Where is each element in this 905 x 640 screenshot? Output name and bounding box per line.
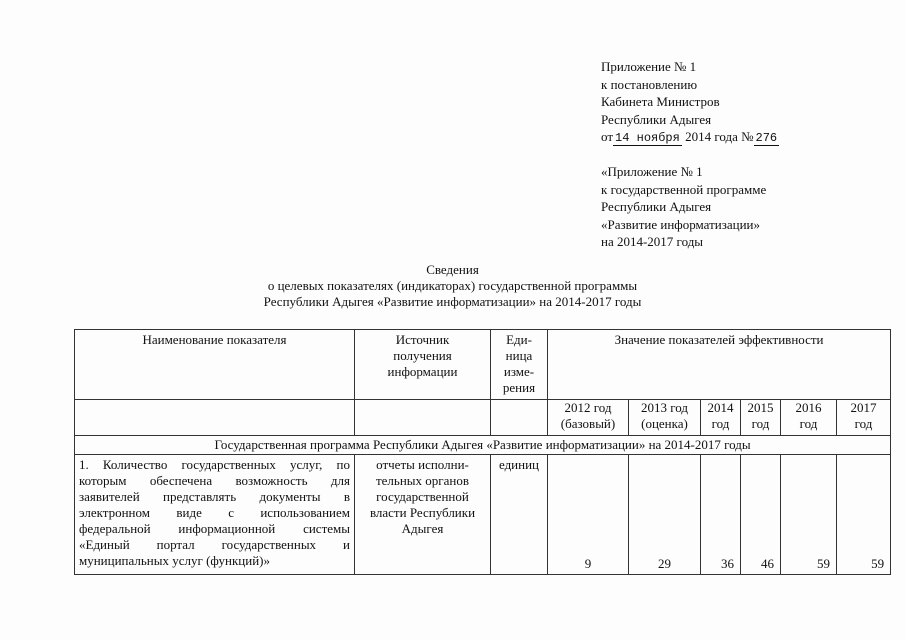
indicator-unit: единиц (491, 455, 548, 575)
header-row (75, 330, 891, 400)
program-row (75, 436, 891, 455)
appendix-1-date-line (601, 128, 779, 148)
header-unit-line: изме- (503, 364, 535, 379)
value-2017: 59 (837, 455, 891, 575)
appendix-2-block (601, 163, 766, 251)
header-values: Значение показателей эффективности (548, 330, 891, 400)
appendix-1-line: Республики Адыгея (601, 111, 712, 127)
year-cell (701, 400, 741, 436)
indicator-name: 1. Количество государственных услуг, по которым обеспечена возможность для заявителей представлять документы в электронном виде с использованием федеральной информационной системы «Единый портал государственных и муниципальных услуг (функций)» (75, 455, 355, 575)
source-line: власти Республики (369, 505, 476, 520)
empty-cell (491, 400, 548, 436)
table-row (75, 455, 891, 575)
year-label: 2014 (707, 400, 734, 415)
appendix-1-line: Приложение № 1 (601, 59, 697, 74)
value-2015: 46 (741, 455, 781, 575)
year-label: 2013 год (641, 400, 688, 415)
appendix-2-line: «Приложение № 1 (601, 164, 703, 179)
source-line: Адыгея (401, 521, 444, 536)
header-unit-line: Еди- (506, 332, 532, 347)
year-note: год (799, 416, 818, 431)
appendix-2-line: на 2014-2017 годы (601, 234, 704, 249)
date-prefix: от (601, 129, 614, 144)
appendix-1-line: к постановлению (601, 76, 698, 92)
year-label: 2015 (747, 400, 774, 415)
year-cell (548, 400, 629, 436)
header-source-line: получения (393, 348, 452, 363)
appendix-1-block (601, 58, 779, 148)
year-cell (741, 400, 781, 436)
appendix-2-line: к государственной программе (601, 181, 767, 197)
handwritten-number: 276 (755, 131, 778, 145)
value-2012: 9 (548, 455, 629, 575)
years-row (75, 400, 891, 436)
year-label: 2016 (795, 400, 822, 415)
year-label: 2012 год (564, 400, 612, 415)
header-source-line: Источник (395, 332, 450, 347)
header-unit (491, 330, 548, 400)
indicators-table (74, 329, 891, 575)
year-note: год (854, 416, 873, 431)
header-indicator: Наименование показателя (75, 330, 355, 400)
program-title: Государственная программа Республики Адыгея «Развитие информатизации» на 2014-2017 годы (75, 436, 891, 455)
value-2014: 36 (701, 455, 741, 575)
empty-cell (355, 400, 491, 436)
heading-line: Республики Адыгея «Развитие информатизации» на 2014-2017 годы (263, 294, 642, 309)
source-line: государственной (376, 489, 469, 504)
appendix-2-line: Республики Адыгея (601, 199, 712, 214)
indicator-source (355, 455, 491, 575)
heading-title: Сведения (426, 262, 479, 277)
header-source-line: информации (387, 364, 458, 379)
appendix-2-line: «Развитие информатизации» (601, 216, 761, 232)
document-heading (0, 262, 905, 310)
year-note: год (751, 416, 770, 431)
appendix-1-line: Кабинета Министров (601, 94, 720, 109)
value-2016: 59 (781, 455, 837, 575)
year-note: (базовый) (560, 416, 616, 431)
header-source (355, 330, 491, 400)
year-label: 2017 (850, 400, 877, 415)
year-note: (оценка) (641, 416, 688, 431)
value-2013: 29 (629, 455, 701, 575)
empty-cell (75, 400, 355, 436)
handwritten-date: 14 ноября (615, 131, 680, 145)
year-cell (629, 400, 701, 436)
source-line: тельных органов (375, 473, 469, 488)
header-unit-line: рения (502, 380, 536, 395)
header-unit-line: ница (505, 348, 533, 363)
source-line: отчеты исполни- (376, 457, 469, 472)
heading-line: о целевых показателях (индикаторах) государственной программы (267, 278, 638, 293)
year-cell (837, 400, 891, 436)
date-middle: 2014 года № (685, 129, 754, 144)
year-cell (781, 400, 837, 436)
year-note: год (711, 416, 730, 431)
